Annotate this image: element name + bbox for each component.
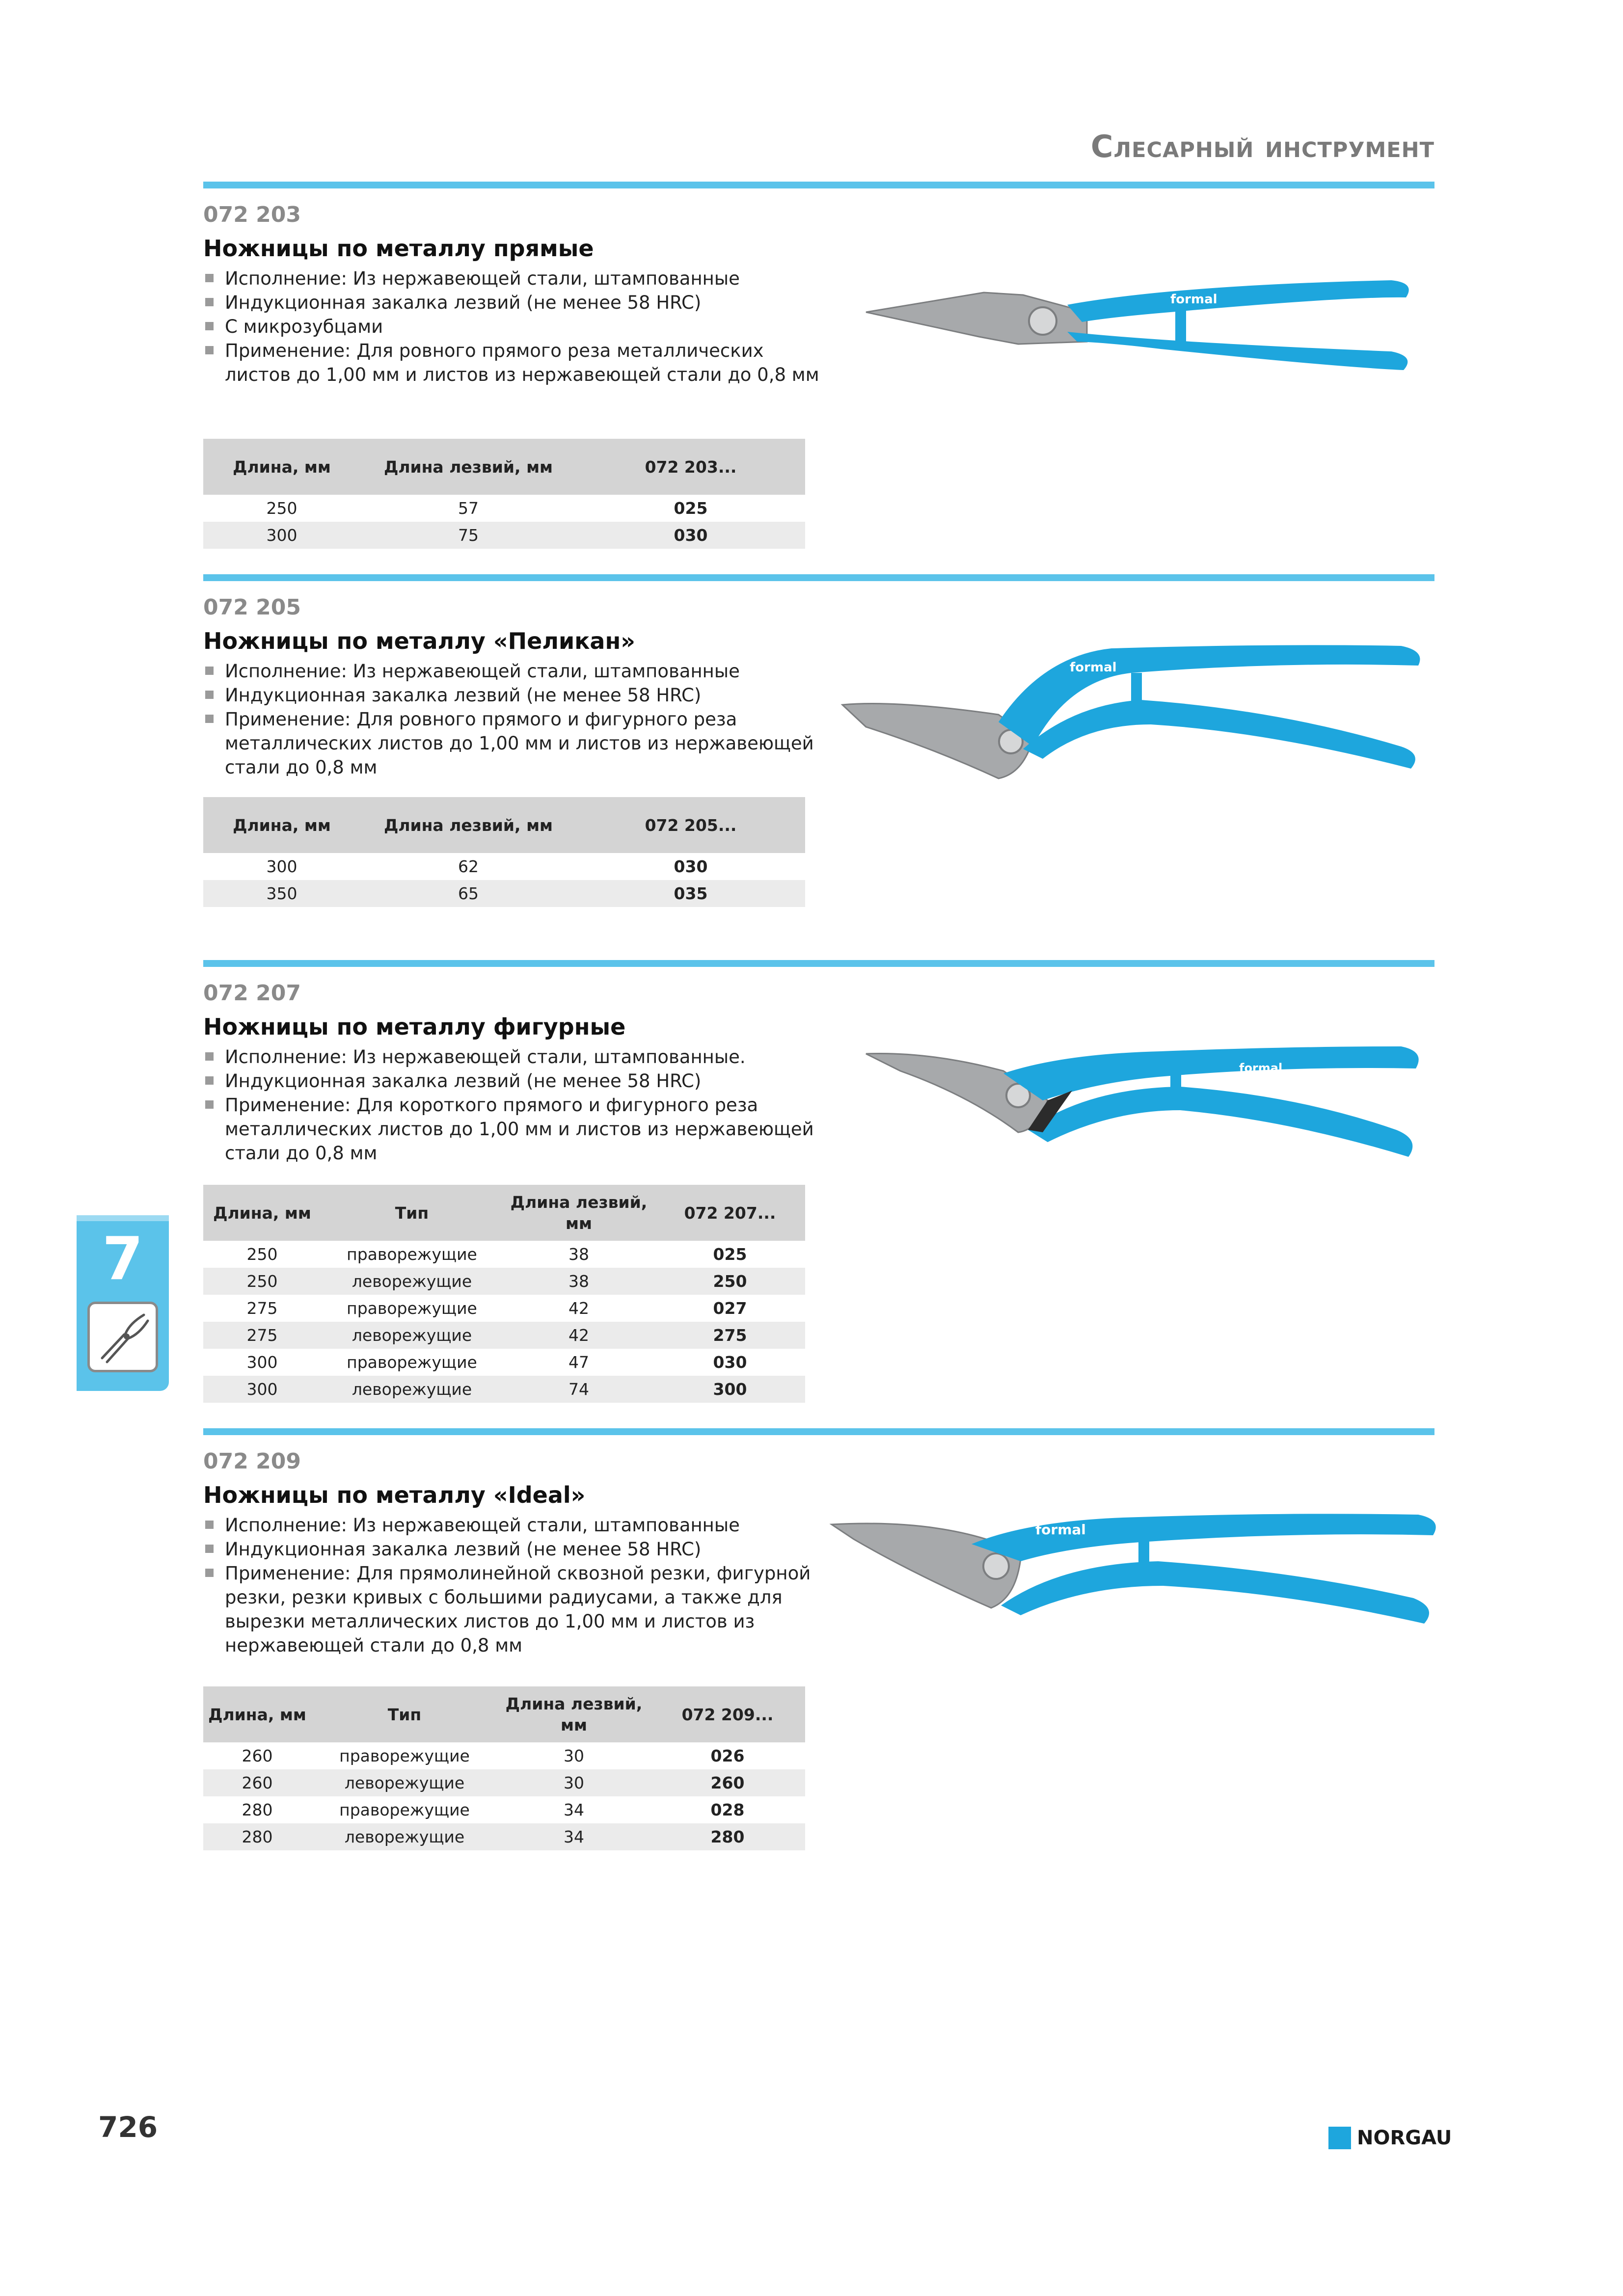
table-cell: 275: [203, 1322, 321, 1349]
brand-name: NORGAU: [1357, 2127, 1452, 2149]
table-row: [203, 1322, 805, 1349]
brand-label: formal: [1170, 292, 1217, 307]
table-cell: 75: [360, 522, 576, 549]
column-header: Длина, мм: [203, 797, 360, 853]
spec-table: [203, 797, 805, 907]
table-cell: 42: [503, 1322, 655, 1349]
table-row: [203, 1823, 805, 1850]
page-header-title: Слесарный инструмент: [1090, 129, 1434, 164]
table-cell: 280: [242, 1800, 273, 1819]
product-section: [203, 204, 1434, 558]
article-cell: 025: [713, 1245, 747, 1264]
article-cell: 250: [655, 1268, 805, 1295]
table-cell: 300: [246, 1353, 278, 1372]
feature-item: Индукционная закалка лезвий (не менее 58 HRC): [203, 1537, 822, 1561]
feature-list: [203, 267, 822, 387]
table-cell: 250: [246, 1245, 278, 1264]
feature-item: С микрозубцами: [203, 315, 822, 339]
ideal-snips-image: [824, 1500, 1438, 1647]
table-row: [203, 1295, 805, 1322]
article-cell: 026: [710, 1746, 745, 1765]
table-cell: 42: [568, 1299, 589, 1318]
brand-label: formal: [1035, 1522, 1086, 1538]
product-title: Ножницы по металлу «Ideal»: [203, 1482, 586, 1508]
chapter-tab: [77, 1215, 169, 1391]
product-title: Ножницы по металлу прямые: [203, 235, 594, 262]
table-cell: 260: [203, 1769, 311, 1796]
table-cell: праворежущие: [347, 1245, 477, 1264]
section-divider: [203, 960, 1434, 967]
table-header-row: [203, 797, 805, 853]
feature-list: [203, 659, 822, 779]
feature-list: [203, 1513, 822, 1657]
table-row: [203, 853, 805, 880]
section-divider: [203, 1428, 1434, 1435]
table-cell: праворежущие: [347, 1299, 477, 1318]
table-cell: 275: [246, 1299, 278, 1318]
table-cell: 250: [266, 499, 298, 518]
table-row: [203, 1241, 805, 1268]
column-header: Длина лезвий, мм: [498, 1686, 650, 1742]
article-cell: 275: [655, 1322, 805, 1349]
column-header: 072 209...: [650, 1686, 805, 1742]
column-header: 072 203...: [576, 439, 805, 495]
pliers-icon: [87, 1302, 158, 1372]
table-cell: 62: [458, 857, 479, 876]
feature-item: Индукционная закалка лезвий (не менее 58 HRC): [203, 291, 822, 315]
brand-square-icon: [1328, 2127, 1351, 2149]
feature-item: Исполнение: Из нержавеющей стали, штампованные: [203, 659, 822, 683]
article-cell: 025: [674, 499, 708, 518]
table-row: [203, 522, 805, 549]
table-cell: 300: [203, 522, 360, 549]
table-row: [203, 880, 805, 907]
straight-snips-image: [856, 258, 1435, 386]
article-cell: 030: [576, 522, 805, 549]
table-cell: 74: [503, 1376, 655, 1403]
chapter-number: 7: [102, 1225, 143, 1293]
table-row: [203, 1349, 805, 1376]
pelican-snips-image: [837, 626, 1435, 803]
article-cell: 300: [655, 1376, 805, 1403]
feature-list: [203, 1045, 822, 1165]
product-section: [203, 983, 1434, 1410]
table-cell: 38: [568, 1245, 589, 1264]
table-cell: 47: [568, 1353, 589, 1372]
table-cell: 30: [564, 1746, 584, 1765]
table-row: [203, 1796, 805, 1823]
page-number: 726: [98, 2110, 158, 2144]
table-row: [203, 495, 805, 522]
feature-item: Применение: Для ровного прямого и фигурного реза металлических листов до 1,00 мм и листов из нержавеющей стали до 0,8 мм: [203, 707, 822, 779]
product-title: Ножницы по металлу фигурные: [203, 1014, 626, 1040]
article-cell: 280: [650, 1823, 805, 1850]
table-cell: леворежущие: [321, 1268, 503, 1295]
spec-table: [203, 1686, 805, 1850]
table-cell: 30: [498, 1769, 650, 1796]
table-header-row: [203, 439, 805, 495]
column-header: 072 207...: [655, 1185, 805, 1241]
feature-item: Исполнение: Из нержавеющей стали, штампованные: [203, 1513, 822, 1537]
feature-item: Применение: Для короткого прямого и фигурного реза металлических листов до 1,00 мм и листов из нержавеющей стали до 0,8 мм: [203, 1093, 822, 1165]
column-header: Тип: [311, 1686, 498, 1742]
curved-snips-image: [856, 1032, 1426, 1169]
table-header-row: [203, 1686, 805, 1742]
table-cell: леворежущие: [311, 1823, 498, 1850]
column-header: Длина, мм: [203, 439, 360, 495]
product-title: Ножницы по металлу «Пеликан»: [203, 628, 635, 654]
table-cell: леворежущие: [321, 1322, 503, 1349]
column-header: Длина лезвий, мм: [503, 1185, 655, 1241]
article-cell: 035: [576, 880, 805, 907]
table-cell: 34: [564, 1800, 584, 1819]
table-cell: праворежущие: [347, 1353, 477, 1372]
feature-item: Применение: Для прямолинейной сквозной резки, фигурной резки, резки кривых с большими радиусами, а также для вырезки металлических листов до 1,00 мм и листов из нержавеющей стали до 0,8 мм: [203, 1561, 822, 1657]
product-code: 072 207: [203, 981, 301, 1006]
feature-item: Индукционная закалка лезвий (не менее 58 HRC): [203, 683, 822, 707]
article-cell: 030: [674, 857, 708, 876]
column-header: Длина, мм: [203, 1686, 311, 1742]
table-cell: 300: [266, 857, 298, 876]
table-cell: 38: [503, 1268, 655, 1295]
feature-item: Применение: Для ровного прямого реза металлических листов до 1,00 мм и листов из нержавеющей стали до 0,8 мм: [203, 339, 822, 387]
table-row: [203, 1742, 805, 1769]
table-cell: 260: [242, 1746, 273, 1765]
table-cell: 250: [203, 1268, 321, 1295]
spec-table: [203, 439, 805, 549]
table-row: [203, 1769, 805, 1796]
column-header: 072 205...: [576, 797, 805, 853]
table-cell: леворежущие: [321, 1376, 503, 1403]
table-cell: леворежущие: [311, 1769, 498, 1796]
table-cell: 280: [203, 1823, 311, 1850]
article-cell: 028: [710, 1800, 745, 1819]
table-row: [203, 1268, 805, 1295]
table-header-row: [203, 1185, 805, 1241]
table-cell: 65: [360, 880, 576, 907]
product-code: 072 205: [203, 595, 301, 620]
table-cell: 350: [203, 880, 360, 907]
brand-logo: [1328, 2126, 1452, 2150]
feature-item: Индукционная закалка лезвий (не менее 58 HRC): [203, 1069, 822, 1093]
column-header: Тип: [321, 1185, 503, 1241]
product-code: 072 203: [203, 202, 301, 227]
article-cell: 030: [713, 1353, 747, 1372]
feature-item: Исполнение: Из нержавеющей стали, штампованные.: [203, 1045, 822, 1069]
column-header: Длина лезвий, мм: [360, 797, 576, 853]
column-header: Длина, мм: [203, 1185, 321, 1241]
spec-table: [203, 1185, 805, 1403]
brand-label: formal: [1070, 660, 1117, 675]
table-row: [203, 1376, 805, 1403]
article-cell: 260: [650, 1769, 805, 1796]
product-section: [203, 1451, 1434, 1853]
article-cell: 027: [713, 1299, 747, 1318]
brand-label: formal: [1239, 1061, 1283, 1075]
section-divider: [203, 574, 1434, 581]
column-header: Длина лезвий, мм: [360, 439, 576, 495]
table-cell: праворежущие: [339, 1800, 470, 1819]
feature-item: Исполнение: Из нержавеющей стали, штампованные: [203, 267, 822, 291]
product-section: [203, 597, 1434, 940]
table-cell: 57: [458, 499, 479, 518]
table-cell: 300: [203, 1376, 321, 1403]
section-divider: [203, 182, 1434, 188]
chapter-tab-strip: [77, 1215, 169, 1221]
product-code: 072 209: [203, 1449, 301, 1474]
table-cell: праворежущие: [339, 1746, 470, 1765]
table-cell: 34: [498, 1823, 650, 1850]
